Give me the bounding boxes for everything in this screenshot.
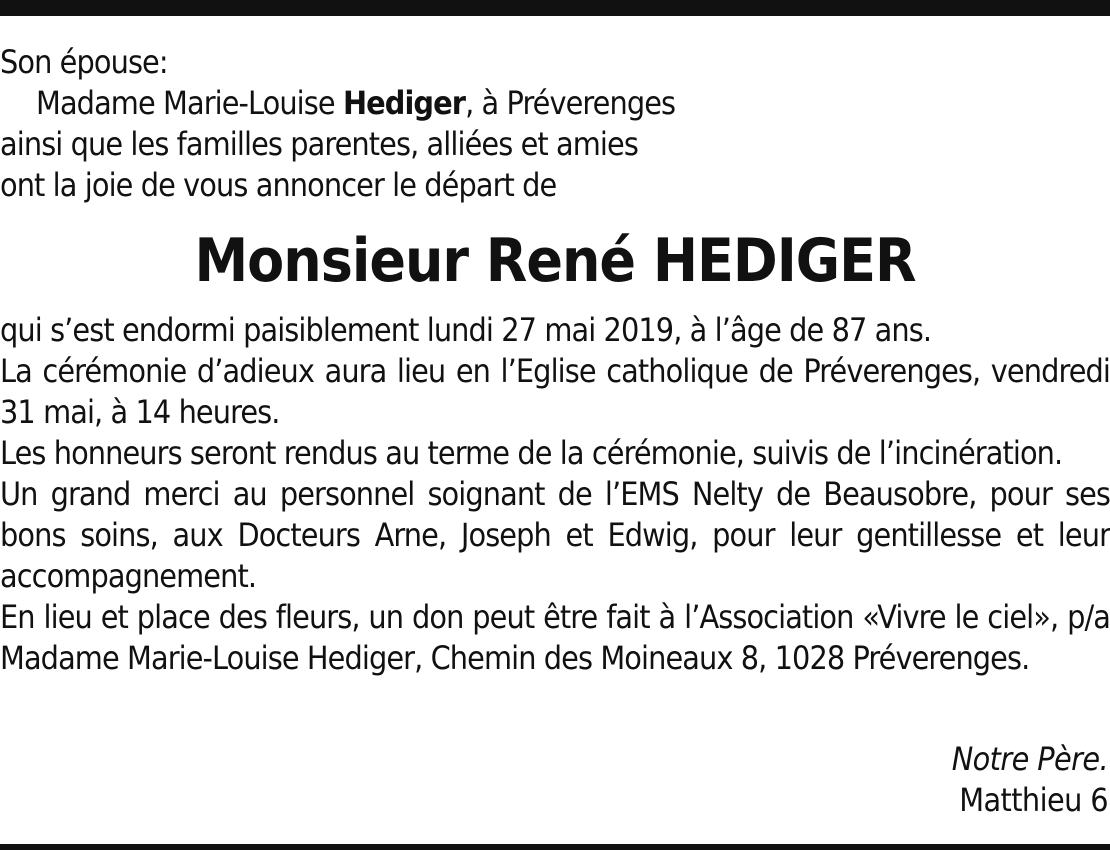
bottom-border-rule [0,844,1110,850]
closing-reference: Matthieu 6 [959,781,1108,819]
death-notice-paragraph: qui s’est endormi paisiblement lundi 27 mai 2019, à l’âge de 87 ans. [0,311,932,349]
top-border-rule [0,0,1110,16]
intro-spouse-name-line [0,83,1110,124]
donation-paragraph: En lieu et place des fleurs, un don peut être fait à l’Association «Vivre le ciel», p/a Madame Marie-Louise Hediger, Chemin des Moineaux 8, 1028 Préverenges. [0,598,1110,677]
spouse-locality: , à Préverenges [465,84,676,122]
intro-spouse-label: Son épouse: [0,43,168,81]
honours-paragraph: Les honneurs seront rendus au terme de la cérémonie, suivis de l’incinération. [0,434,1063,472]
closing-citation [952,739,1108,821]
spouse-surname: Hediger [342,84,466,122]
intro-announcement-line: ont la joie de vous annoncer le départ de [0,166,557,204]
intro-families-line: ainsi que les familles parentes, alliées et amies [0,125,638,163]
ceremony-paragraph: La cérémonie d’adieux aura lieu en l’Eglise catholique de Préverenges, vendredi 31 mai, à 14 heures. [0,352,1110,431]
announcement-intro [0,42,1110,206]
thanks-paragraph: Un grand merci au personnel soignant de l’EMS Nelty de Beausobre, pour ses bons soins, aux Docteurs Arne, Joseph et Edwig, pour leur gentillesse et leur accompagnement. [0,475,1110,595]
spouse-title-given-name: Madame Marie-Louise [36,84,343,122]
deceased-name-heading: Monsieur René HEDIGER [194,226,916,296]
announcement-body [0,310,1110,679]
closing-verse: Notre Père. [951,740,1108,778]
